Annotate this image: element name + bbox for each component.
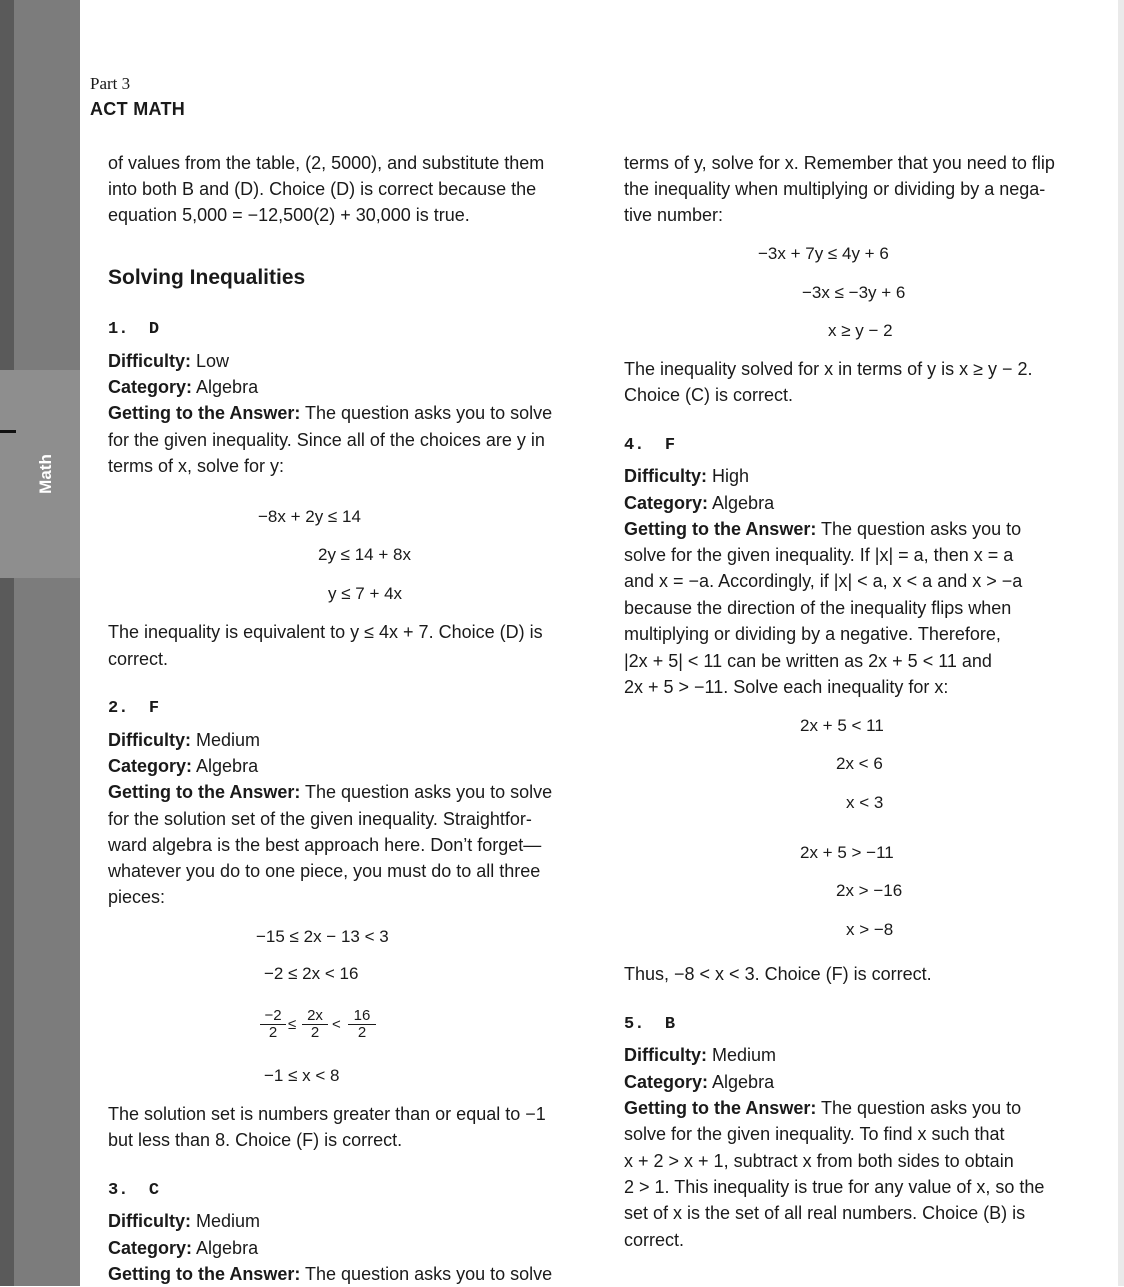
q2-category: Category: Algebra (108, 756, 259, 776)
q4-math-a-step-2: 2x < 6 (836, 754, 883, 773)
section-tab-label: Math (36, 454, 55, 494)
fraction-2: 2x 2 (302, 1008, 328, 1041)
q3-cont-line-2: the inequality when multiplying or dividing by a nega- (624, 179, 1046, 199)
fraction-op-2: < (332, 1016, 341, 1033)
q2-math-step-2: −2 ≤ 2x < 16 (264, 964, 359, 983)
q1-gta-line-1: Getting to the Answer: The question asks you to solve (108, 403, 553, 423)
q1-category: Category: Algebra (108, 377, 259, 397)
q2-conclusion-line-2: but less than 8. Choice (F) is correct. (108, 1130, 403, 1150)
q2-conclusion-line-1: The solution set is numbers greater than or equal to −1 (108, 1104, 546, 1124)
q5-gta-line-6: correct. (624, 1230, 685, 1250)
q2-math-fraction-step (260, 1008, 390, 1044)
q3-conclusion-line-1: The inequality solved for x in terms of y is x ≥ y − 2. (624, 359, 1033, 379)
q4-gta-line-6: |2x + 5| < 11 can be written as 2x + 5 < 11 and (624, 651, 992, 671)
q5-difficulty: Difficulty: Medium (624, 1045, 777, 1065)
q1-math-step-1: −8x + 2y ≤ 14 (258, 507, 361, 526)
q1-math-step-2: 2y ≤ 14 + 8x (318, 545, 411, 564)
q2-math-step-4: −1 ≤ x < 8 (264, 1066, 340, 1085)
fraction-op-1: ≤ (288, 1016, 297, 1033)
q1-conclusion-line-2: correct. (108, 649, 169, 669)
spine-edge (0, 0, 14, 1286)
q1-heading: 1. D (108, 320, 160, 339)
fraction-1: −2 2 (260, 1008, 286, 1041)
q2-math-step-1: −15 ≤ 2x − 13 < 3 (256, 927, 389, 946)
q2-difficulty: Difficulty: Medium (108, 730, 261, 750)
q4-gta-line-3: and x = −a. Accordingly, if |x| < a, x < a and x > −a (624, 571, 1023, 591)
q2-gta-line-5: pieces: (108, 887, 166, 907)
q5-gta-line-4: 2 > 1. This inequality is true for any value of x, so the (624, 1177, 1045, 1197)
q4-gta-line-2: solve for the given inequality. If |x| = a, then x = a (624, 545, 1014, 565)
q3-cont-line-1: terms of y, solve for x. Remember that you need to flip (624, 153, 1055, 173)
q5-gta-line-1: Getting to the Answer: The question asks you to (624, 1098, 1022, 1118)
q4-math-b-step-2: 2x > −16 (836, 881, 903, 900)
q1-gta-line-2: for the given inequality. Since all of the choices are y in (108, 430, 545, 450)
q3-heading: 3. C (108, 1181, 160, 1200)
q4-gta-line-7: 2x + 5 > −11. Solve each inequality for x: (624, 677, 949, 697)
intro-line-3: equation 5,000 = −12,500(2) + 30,000 is true. (108, 205, 470, 225)
q4-math-b-step-3: x > −8 (846, 920, 894, 939)
q3-math-step-3: x ≥ y − 2 (828, 321, 893, 340)
q5-gta-line-3: x + 2 > x + 1, subtract x from both sides to obtain (624, 1151, 1014, 1171)
q4-gta-line-5: multiplying or dividing by a negative. Therefore, (624, 624, 1001, 644)
q5-category: Category: Algebra (624, 1072, 775, 1092)
q4-heading: 4. F (624, 436, 676, 455)
running-header-part: Part 3 (90, 74, 131, 93)
section-title: Solving Inequalities (108, 266, 306, 289)
q3-gta-line-1: Getting to the Answer: The question asks you to solve (108, 1264, 553, 1284)
q4-gta-line-4: because the direction of the inequality flips when (624, 598, 1012, 618)
q5-heading: 5. B (624, 1015, 676, 1034)
spine-mark (0, 430, 16, 433)
q1-conclusion-line-1: The inequality is equivalent to y ≤ 4x + 7. Choice (D) is (108, 622, 543, 642)
q4-math-a-step-1: 2x + 5 < 11 (800, 716, 884, 735)
q2-gta-line-4: whatever you do to one piece, you must do to all three (108, 861, 541, 881)
q3-math-step-1: −3x + 7y ≤ 4y + 6 (758, 244, 889, 263)
q2-gta-line-2: for the solution set of the given inequality. Straightfor- (108, 809, 532, 829)
q4-math-a-step-3: x < 3 (846, 793, 884, 812)
q3-cont-line-3: tive number: (624, 205, 724, 225)
q2-gta-line-3: ward algebra is the best approach here. Don’t forget— (108, 835, 542, 855)
running-header-title: ACT MATH (90, 99, 186, 119)
q4-gta-line-1: Getting to the Answer: The question asks you to (624, 519, 1022, 539)
q4-difficulty: Difficulty: High (624, 466, 750, 486)
q1-gta-line-3: terms of x, solve for y: (108, 456, 285, 476)
q4-category: Category: Algebra (624, 493, 775, 513)
q5-gta-line-5: set of x is the set of all real numbers. Choice (B) is (624, 1203, 1026, 1223)
page-edge (1118, 0, 1124, 1286)
intro-line-1: of values from the table, (2, 5000), and substitute them (108, 153, 545, 173)
q3-conclusion-line-2: Choice (C) is correct. (624, 385, 794, 405)
q5-gta-line-2: solve for the given inequality. To find x such that (624, 1124, 1005, 1144)
q3-category: Category: Algebra (108, 1238, 259, 1258)
q3-math-step-2: −3x ≤ −3y + 6 (802, 283, 906, 302)
q3-difficulty: Difficulty: Medium (108, 1211, 261, 1231)
intro-line-2: into both B and (D). Choice (D) is correct because the (108, 179, 537, 199)
q2-heading: 2. F (108, 699, 160, 718)
q2-gta-line-1: Getting to the Answer: The question asks you to solve (108, 782, 553, 802)
q4-conclusion: Thus, −8 < x < 3. Choice (F) is correct. (624, 964, 932, 984)
fraction-3: 16 2 (348, 1008, 376, 1041)
q1-difficulty: Difficulty: Low (108, 351, 230, 371)
q4-math-b-step-1: 2x + 5 > −11 (800, 843, 894, 862)
q1-math-step-3: y ≤ 7 + 4x (328, 584, 403, 603)
